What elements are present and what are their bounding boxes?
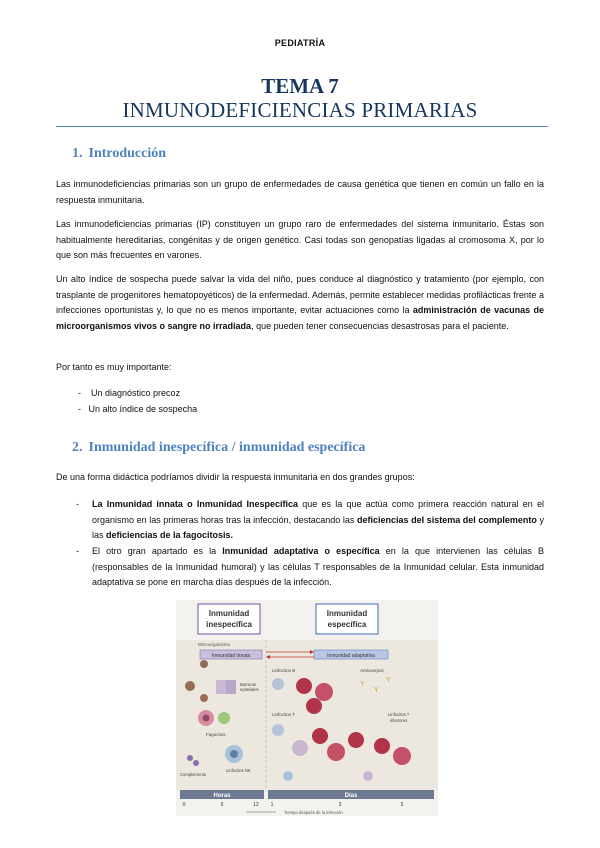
bullet-innate	[76, 497, 544, 544]
innate-box-label-2: inespecífica	[206, 620, 252, 629]
complement-icon	[187, 755, 193, 761]
complement-icon	[193, 760, 199, 766]
section-number: 2.	[72, 440, 83, 455]
bold-text: Inmunidad adaptativa o específica	[222, 546, 380, 556]
bold-text: La Inmunidad innata o Inmunidad Inespecífica	[92, 499, 299, 509]
intro-paragraph-3	[56, 272, 544, 334]
section-number: 1.	[72, 146, 83, 161]
barrier-label-2: epiteliales	[240, 687, 259, 692]
immunity-timeline-figure	[176, 600, 438, 816]
plasma-cell-icon	[306, 698, 322, 714]
tick-label: 1	[270, 802, 274, 808]
chapter-number: TEMA 7	[261, 74, 339, 98]
adaptive-band-label: Inmunidad adaptativa	[327, 653, 375, 659]
b-cell-label: Linfocitos B	[272, 668, 296, 673]
microorganism-icon	[185, 681, 195, 691]
b-cell-icon	[272, 678, 284, 690]
chapter-title: INMUNODEFICIENCIAS PRIMARIAS	[122, 98, 478, 122]
antibody-icon: Y	[360, 681, 365, 688]
title-rule	[56, 126, 548, 127]
microorg-label: Microorganismo	[198, 642, 231, 647]
effector-label-1: Linfocitos T	[388, 712, 410, 717]
dash-marker: -	[76, 546, 79, 556]
tick-label: 3	[338, 802, 342, 808]
text: El otro gran apartado es la	[92, 546, 223, 556]
list-item-text: Un alto índice de sospecha	[88, 404, 198, 414]
paragraph-text: Un alto índice de sospecha puede salvar la vida del niño, pues conduce al diagnóstico y tratamiento (por ejemplo, con trasplante de progenitores hematopoyéticos) de la enfermedad. Además, permite establecer medidas profilácticas frente a infecciones oportunistas y, lo que no es menos importante, evitar actuaciones como la	[56, 274, 544, 316]
running-header: PEDIATRÍA	[274, 38, 326, 48]
text: y las	[92, 514, 544, 541]
text: que es la que actúa como primera reacción natural en el organismo en las primeras horas tras la infección, destacando las	[92, 499, 544, 525]
antibody-icon: Y	[386, 677, 391, 684]
list-item	[78, 402, 197, 416]
bullet-adaptive	[76, 544, 544, 591]
t-cell-icon	[272, 724, 284, 736]
section-title: Inmunidad inespecífica / inmunidad específica	[88, 440, 366, 455]
t-cell-label: Linfocitos T	[272, 712, 295, 717]
phagocyte-label: Fagocitos	[206, 732, 226, 737]
barrier-label-1: Barreras	[240, 682, 257, 687]
list-item	[78, 386, 180, 400]
microorganism-icon	[200, 660, 208, 668]
epithelial-cell-icon	[226, 680, 236, 694]
effector-t-cell-icon	[374, 738, 390, 754]
innate-band-label: Inmunidad innata	[211, 653, 251, 659]
antibody-label: Anticuerpos	[360, 668, 384, 673]
cell-icon	[283, 771, 293, 781]
paragraph-text: , que pueden tener consecuencias desastrosas para el paciente.	[251, 320, 509, 331]
adaptive-box-label-2: específica	[327, 620, 367, 629]
tick-label: 0	[182, 802, 186, 808]
bold-text: deficiencias del sistema del complemento	[356, 514, 537, 525]
tick-label: 12	[253, 802, 259, 808]
tick-label: 5	[400, 802, 404, 808]
immunity-lead: De una forma didáctica podríamos dividir la respuesta inmunitaria en dos grandes grupos:	[56, 472, 415, 482]
nk-cell-nucleus-icon	[230, 750, 238, 758]
phagocyte-nucleus-icon	[203, 715, 210, 722]
paragraph-bold-text: administración de vacunas de microorganismos vivos o sangre no irradiada	[56, 305, 544, 331]
days-label: Días	[344, 793, 358, 799]
complement-label: Complemento	[180, 772, 207, 777]
tick-label: 6	[220, 802, 224, 808]
bold-text: deficiencias de la fagocitosis.	[106, 530, 234, 541]
effector-t-cell-icon	[348, 732, 364, 748]
dash-marker: -	[78, 404, 81, 414]
section-title: Introducción	[88, 146, 167, 161]
plasma-cell-icon	[296, 678, 312, 694]
axis-caption: Tiempo después de la infección	[284, 810, 343, 815]
dash-marker: -	[76, 499, 79, 509]
nk-label: Linfocitos NK	[226, 768, 251, 773]
text: en la que intervienen las células B (responsables de la Inmunidad humoral) y las células T responsables de la Inmunidad celular. Esta inmunidad adaptativa se pone en marcha días después de la infección.	[92, 546, 544, 588]
epithelial-cell-icon	[216, 680, 226, 694]
innate-box-label-1: Inmunidad	[208, 609, 250, 618]
microorganism-icon	[200, 694, 208, 702]
list-item-text: Un diagnóstico precoz	[91, 388, 181, 398]
section-heading-introduccion	[72, 146, 166, 162]
effector-t-cell-icon	[393, 747, 411, 765]
effector-t-cell-icon	[327, 743, 345, 761]
intro-paragraph-1: Las inmunodeficiencias primarias son un grupo de enfermedades de causa genética que tienen en común un fallo en la respuesta inmunitaria.	[56, 179, 544, 205]
effector-label-2: efectores	[390, 718, 408, 723]
plasma-cell-icon	[315, 683, 333, 701]
adaptive-box-label-1: Inmunidad	[326, 609, 368, 618]
phagocyte-icon	[218, 712, 230, 724]
effector-t-cell-icon	[312, 728, 328, 744]
intro-paragraph-2: Las inmunodeficiencias primarias (IP) constituyen un grupo raro de enfermedades del sistema inmunitario. Éstas son habitualmente hereditarias, congénitas y de origen genético. Casi todas son genopatías ligadas al cromosoma X, por lo que son más frecuentes en varones.	[56, 219, 544, 261]
hours-label: Horas	[213, 793, 231, 799]
intro-paragraph-4: Por tanto es muy importante:	[56, 362, 172, 372]
t-cell-icon	[292, 740, 308, 756]
dash-marker: -	[78, 388, 81, 398]
antibody-icon: Y	[374, 687, 379, 694]
cell-icon	[363, 771, 373, 781]
section-heading-inmunidad	[72, 440, 365, 456]
